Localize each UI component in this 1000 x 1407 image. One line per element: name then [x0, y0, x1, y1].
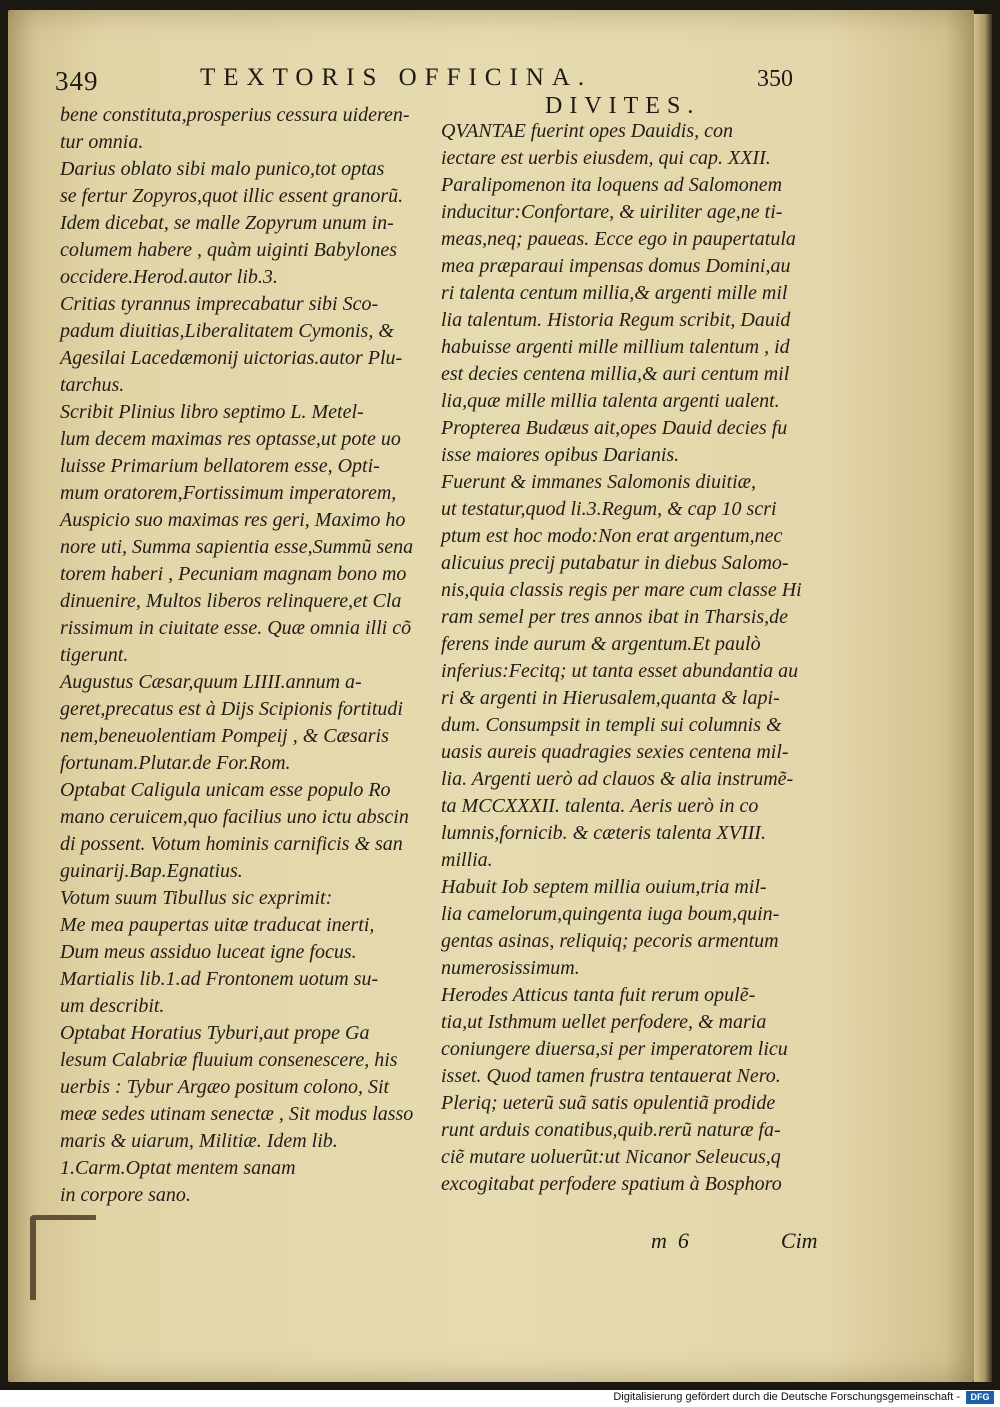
text-line: rissimum in ciuitate esse. Quæ omnia illi cõ: [60, 617, 412, 639]
text-line: mano ceruicem,quo facilius uno ictu abscin: [60, 806, 409, 828]
text-line: dum. Consumpsit in templi sui columnis &: [441, 714, 782, 736]
text-line: Propterea Budæus ait,opes Dauid decies fu: [441, 417, 788, 439]
text-line: lia talentum. Historia Regum scribit, Dauid: [441, 309, 791, 331]
text-line: Dum meus assiduo luceat igne focus.: [60, 941, 357, 963]
text-line: millia.: [441, 849, 493, 871]
left-page-number: 349: [55, 66, 99, 96]
text-line: uerbis : Tybur Argæo positum colono, Sit: [60, 1076, 390, 1098]
text-line: dinuenire, Multos liberos relinquere,et Cla: [60, 590, 402, 612]
text-line: est decies centena millia,& auri centum mil: [441, 363, 790, 385]
running-title: TEXTORIS OFFICINA.: [200, 64, 593, 91]
text-line: lia,quæ mille millia talenta argenti ualent.: [441, 390, 780, 412]
text-line: habuisse argenti mille millium talentum , id: [441, 336, 790, 358]
text-line: Agesilai Lacedæmonij uictorias.autor Plu-: [60, 347, 403, 369]
text-line: torem haberi , Pecuniam magnam bono mo: [60, 563, 407, 585]
text-line: Darius oblato sibi malo punico,tot optas: [60, 158, 385, 180]
text-line: ut testatur,quod li.3.Regum, & cap 10 scri: [441, 498, 777, 520]
text-line: nis,quia classis regis per mare cum classe Hi: [441, 579, 802, 601]
text-line: ram semel per tres annos ibat in Tharsis,de: [441, 606, 789, 628]
text-line: nem,beneuolentiam Pompeij , & Cæsaris: [60, 725, 389, 747]
catchword: Cim: [780, 1228, 818, 1253]
text-line: runt arduis conatibus,quib.rerũ naturæ fa-: [441, 1119, 781, 1141]
text-line: maris & uiarum, Militiæ. Idem lib.: [60, 1130, 338, 1152]
text-line: mea præparaui impensas domus Domini,au: [441, 255, 791, 277]
ink-stain: [30, 1215, 96, 1300]
signature-text: m 6: [651, 1228, 689, 1253]
text-line: ri & argenti in Hierusalem,quanta & lapi-: [441, 687, 780, 709]
text-line: tarchus.: [60, 374, 125, 396]
text-line: Optabat Caligula unicam esse populo Ro: [60, 779, 391, 801]
text-line: in corpore sano.: [60, 1184, 191, 1206]
right-page-number: 350: [757, 66, 793, 92]
text-line: Habuit Iob septem millia ouium,tria mil-: [441, 876, 767, 898]
text-line: inducitur:Confortare, & uiriliter age,ne ti-: [441, 201, 783, 223]
section-title: DIVITES.: [545, 93, 701, 119]
text-line: uasis aureis quadragies sexies centena mil-: [441, 741, 789, 763]
text-line: Augustus Cæsar,quum LIIII.annum a-: [60, 671, 362, 693]
text-line: gentas asinas, reliquiq; pecoris armentum: [441, 930, 779, 952]
text-line: iectare est uerbis eiusdem, qui cap. XXII.: [441, 147, 771, 169]
text-line: numerosissimum.: [441, 957, 580, 979]
dfg-logo: DFG: [966, 1391, 994, 1404]
page-edge: [974, 14, 992, 1382]
text-line: ta MCCXXXII. talenta. Aeris uerò in co: [441, 795, 759, 817]
text-line: alicuius precij putabatur in diebus Salomo-: [441, 552, 789, 574]
text-line: tia,ut Isthmum uellet perfodere, & maria: [441, 1011, 767, 1033]
text-line: meæ sedes utinam senectæ , Sit modus lasso: [60, 1103, 414, 1125]
text-line: Martialis lib.1.ad Frontonem uotum su-: [60, 968, 379, 990]
text-line: tur omnia.: [60, 131, 144, 153]
text-line: Pleriq; ueterũ suã satis opulentiã prodide: [441, 1092, 776, 1114]
text-line: coniungere diuersa,si per imperatorem licu: [441, 1038, 788, 1060]
text-line: excogitabat perfodere spatium à Bosphoro: [441, 1173, 782, 1195]
text-line: Idem dicebat, se malle Zopyrum unum in-: [60, 212, 394, 234]
text-line: ciẽ mutare uoluerũt:ut Nicanor Seleucus,q: [441, 1146, 781, 1168]
text-line: columem habere , quàm uiginti Babylones: [60, 239, 397, 261]
text-line: mum oratorem,Fortissimum imperatorem,: [60, 482, 397, 504]
text-line: lumnis,fornicib. & cæteris talenta XVIII.: [441, 822, 766, 844]
text-line: QVANTAE fuerint opes Dauidis, con: [441, 120, 734, 142]
right-text-column: [441, 118, 826, 1198]
text-line: Optabat Horatius Tyburi,aut prope Ga: [60, 1022, 370, 1044]
text-line: occidere.Herod.autor lib.3.: [60, 266, 278, 288]
text-line: lia camelorum,quingenta iuga boum,quin-: [441, 903, 780, 925]
text-line: ferens inde aurum & argentum.Et paulò: [441, 633, 761, 655]
text-line: se fertur Zopyros,quot illic essent granorũ.: [60, 185, 404, 207]
text-line: um describit.: [60, 995, 165, 1017]
text-line: Herodes Atticus tanta fuit rerum opulẽ-: [441, 984, 756, 1006]
text-line: nore uti, Summa sapientia esse,Summũ sena: [60, 536, 414, 558]
left-text-column: [60, 102, 440, 1209]
text-line: Votum suum Tibullus sic exprimit:: [60, 887, 333, 909]
text-line: Paralipomenon ita loquens ad Salomonem: [441, 174, 783, 196]
text-line: Me mea paupertas uitæ traducat inerti,: [60, 914, 375, 936]
text-line: guinarij.Bap.Egnatius.: [60, 860, 243, 882]
text-line: di possent. Votum hominis carnificis & san: [60, 833, 403, 855]
text-line: padum diuitias,Liberalitatem Cymonis, &: [60, 320, 394, 342]
text-line: inferius:Fecitq; ut tanta esset abundantia au: [441, 660, 799, 682]
text-line: geret,precatus est à Dijs Scipionis fortitudi: [60, 698, 403, 720]
text-line: ri talenta centum millia,& argenti mille mil: [441, 282, 788, 304]
text-line: luisse Primarium bellatorem esse, Opti-: [60, 455, 380, 477]
text-line: lesum Calabriæ fluuium consenescere, his: [60, 1049, 398, 1071]
digitization-credit: Digitalisierung gefördert durch die Deutsche Forschungsgemeinschaft -: [613, 1391, 960, 1403]
text-line: tigerunt.: [60, 644, 129, 666]
text-line: lia. Argenti uerò ad clauos & alia instrumẽ-: [441, 768, 794, 790]
text-line: isse maiores opibus Darianis.: [441, 444, 680, 466]
text-line: Critias tyrannus imprecabatur sibi Sco-: [60, 293, 379, 315]
signature-mark: [640, 1202, 818, 1254]
text-line: bene constituta,prosperius cessura uideren-: [60, 104, 410, 126]
text-line: Scribit Plinius libro septimo L. Metel-: [60, 401, 364, 423]
text-line: fortunam.Plutar.de For.Rom.: [60, 752, 291, 774]
text-line: meas,neq; paueas. Ecce ego in paupertatula: [441, 228, 796, 250]
text-line: ptum est hoc modo:Non erat argentum,nec: [441, 525, 783, 547]
text-line: isset. Quod tamen frustra tentauerat Nero.: [441, 1065, 781, 1087]
text-line: lum decem maximas res optasse,ut pote uo: [60, 428, 401, 450]
text-line: Fuerunt & immanes Salomonis diuitiæ,: [441, 471, 756, 493]
text-line: 1.Carm.Optat mentem sanam: [60, 1157, 296, 1179]
text-line: Auspicio suo maximas res geri, Maximo ho: [60, 509, 406, 531]
